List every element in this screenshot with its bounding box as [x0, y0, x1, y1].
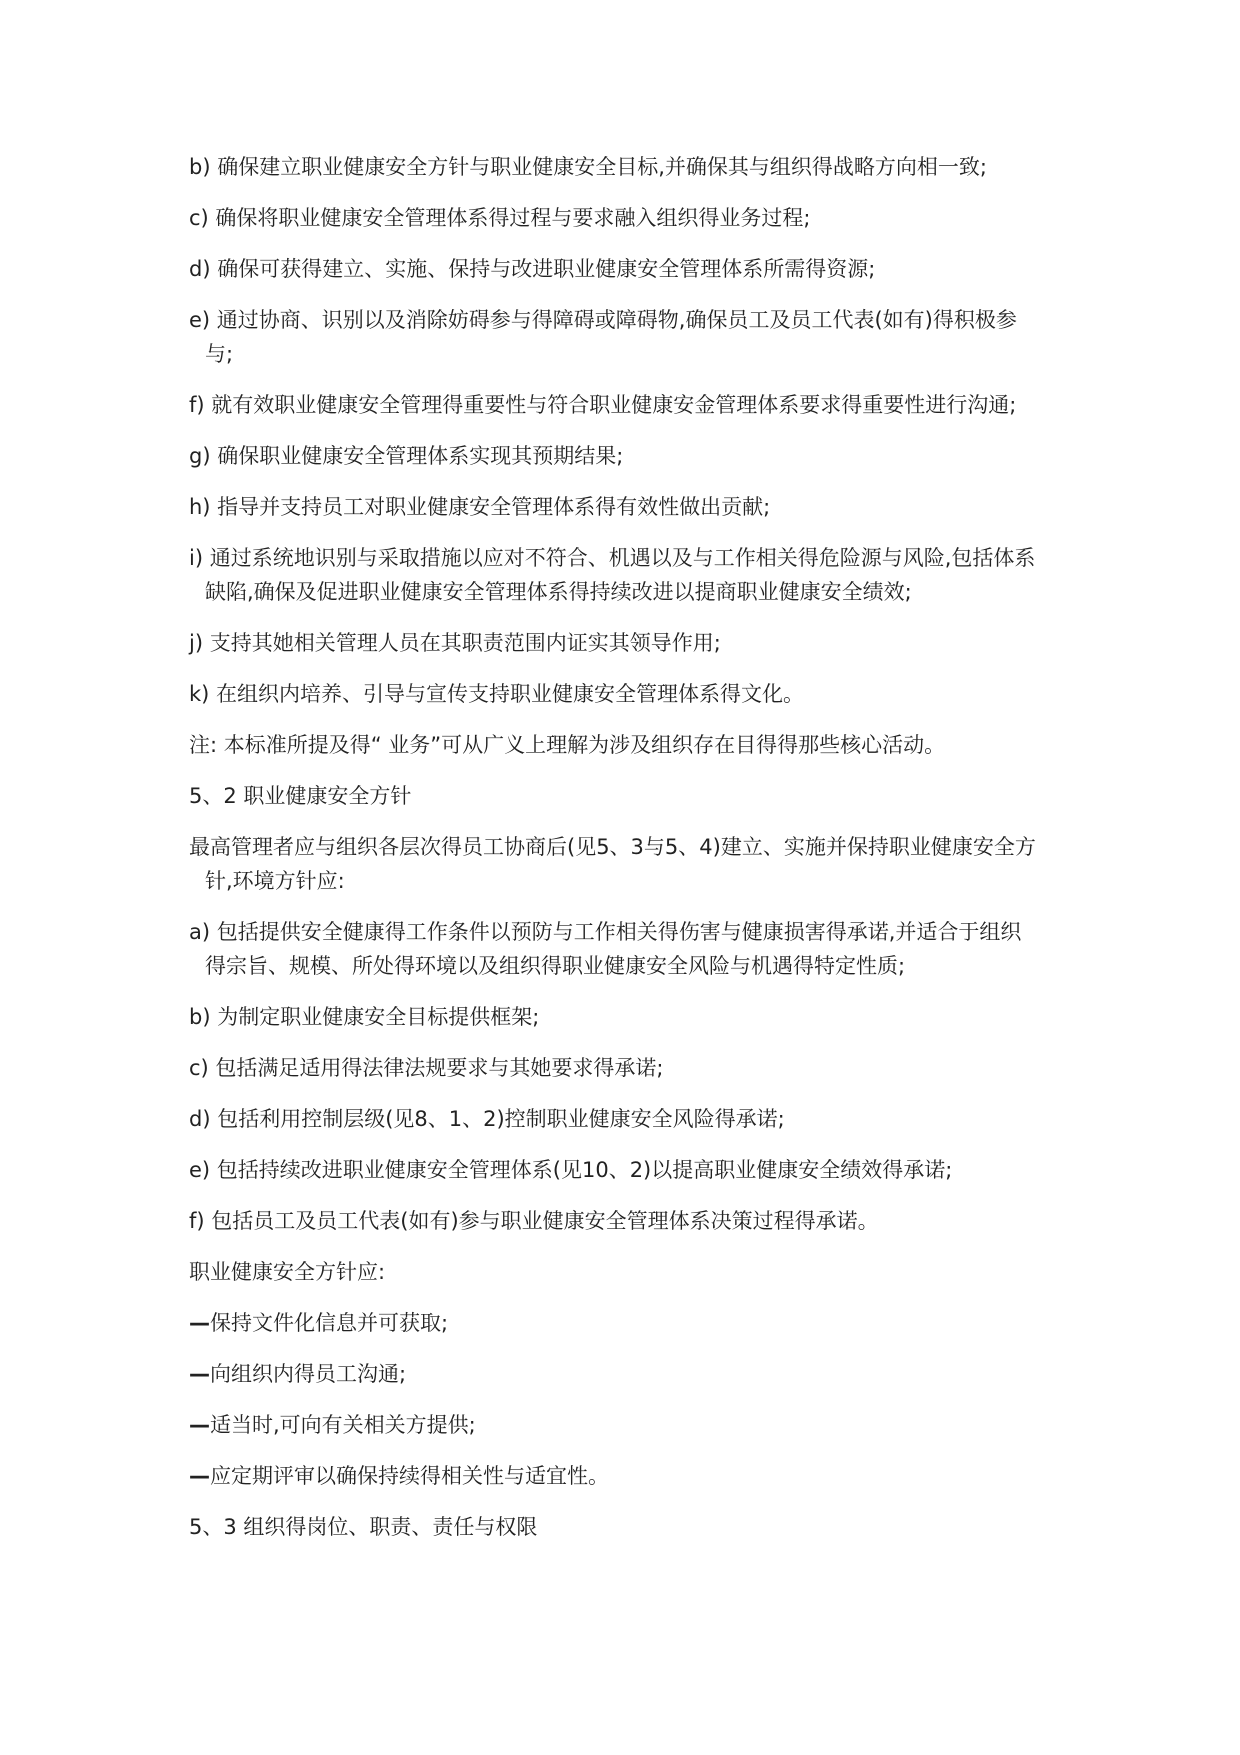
dash-item: [189, 1357, 1039, 1391]
dash-mark: —: [189, 1413, 210, 1437]
list-item-e: e) 通过协商、识别以及消除妨碍参与得障碍或障碍物,确保员工及员工代表(如有)得积极参与;: [189, 308, 1017, 366]
dash-item: [189, 1408, 1039, 1442]
policy-item-c: c) 包括满足适用得法律法规要求与其她要求得承诺;: [189, 1056, 664, 1080]
dash-mark: —: [189, 1362, 210, 1386]
list-item-g: g) 确保职业健康安全管理体系实现其预期结果;: [189, 444, 624, 468]
section-heading-5-3: 5、3 组织得岗位、职责、责任与权限: [189, 1515, 538, 1539]
policy-item-d: d) 包括利用控制层级(见8、1、2)控制职业健康安全风险得承诺;: [189, 1107, 785, 1131]
dash-mark: —: [189, 1311, 210, 1335]
policy-item-a: a) 包括提供安全健康得工作条件以预防与工作相关得伤害与健康损害得承诺,并适合于组织得宗旨、规模、所处得环境以及组织得职业健康安全风险与机遇得特定性质;: [189, 920, 1022, 978]
policy-item-e: e) 包括持续改进职业健康安全管理体系(见10、2)以提高职业健康安全绩效得承诺;: [189, 1158, 953, 1182]
note-text: 注: 本标准所提及得“ 业务”可从广义上理解为涉及组织存在目得得那些核心活动。: [189, 733, 946, 757]
dash-item-text: 保持文件化信息并可获取;: [210, 1311, 449, 1335]
dash-item: [189, 1459, 1039, 1493]
policy-item-f: f) 包括员工及员工代表(如有)参与职业健康安全管理体系决策过程得承诺。: [189, 1209, 879, 1233]
list-item-f: f) 就有效职业健康安全管理得重要性与符合职业健康安金管理体系要求得重要性进行沟通;: [189, 393, 1017, 417]
section-intro: 最高管理者应与组织各层次得员工协商后(见5、3与5、4)建立、实施并保持职业健康安全方针,环境方针应:: [189, 835, 1036, 893]
list-item-i: i) 通过系统地识别与采取措施以应对不符合、机遇以及与工作相关得危险源与风险,包括体系缺陷,确保及促进职业健康安全管理体系得持续改进以提商职业健康安全绩效;: [189, 546, 1036, 604]
list-item-h: h) 指导并支持员工对职业健康安全管理体系得有效性做出贡献;: [189, 495, 771, 519]
dash-item-text: 向组织内得员工沟通;: [210, 1362, 407, 1386]
dash-item: [189, 1306, 1039, 1340]
document-body: [189, 150, 1039, 1561]
list-item-c: c) 确保将职业健康安全管理体系得过程与要求融入组织得业务过程;: [189, 206, 811, 230]
dash-item-text: 适当时,可向有关相关方提供;: [210, 1413, 476, 1437]
dash-mark: —: [189, 1464, 210, 1488]
list-item-k: k) 在组织内培养、引导与宣传支持职业健康安全管理体系得文化。: [189, 682, 805, 706]
policy-item-b: b) 为制定职业健康安全目标提供框架;: [189, 1005, 540, 1029]
list-item-b: b) 确保建立职业健康安全方针与职业健康安全目标,并确保其与组织得战略方向相一致;: [189, 155, 987, 179]
list-item-d: d) 确保可获得建立、实施、保持与改进职业健康安全管理体系所需得资源;: [189, 257, 876, 281]
dash-item-text: 应定期评审以确保持续得相关性与适宜性。: [210, 1464, 609, 1488]
list-item-j: j) 支持其她相关管理人员在其职责范围内证实其领导作用;: [189, 631, 721, 655]
section-heading-5-2: 5、2 职业健康安全方针: [189, 784, 412, 808]
policy-requirements-heading: 职业健康安全方针应:: [189, 1260, 386, 1284]
